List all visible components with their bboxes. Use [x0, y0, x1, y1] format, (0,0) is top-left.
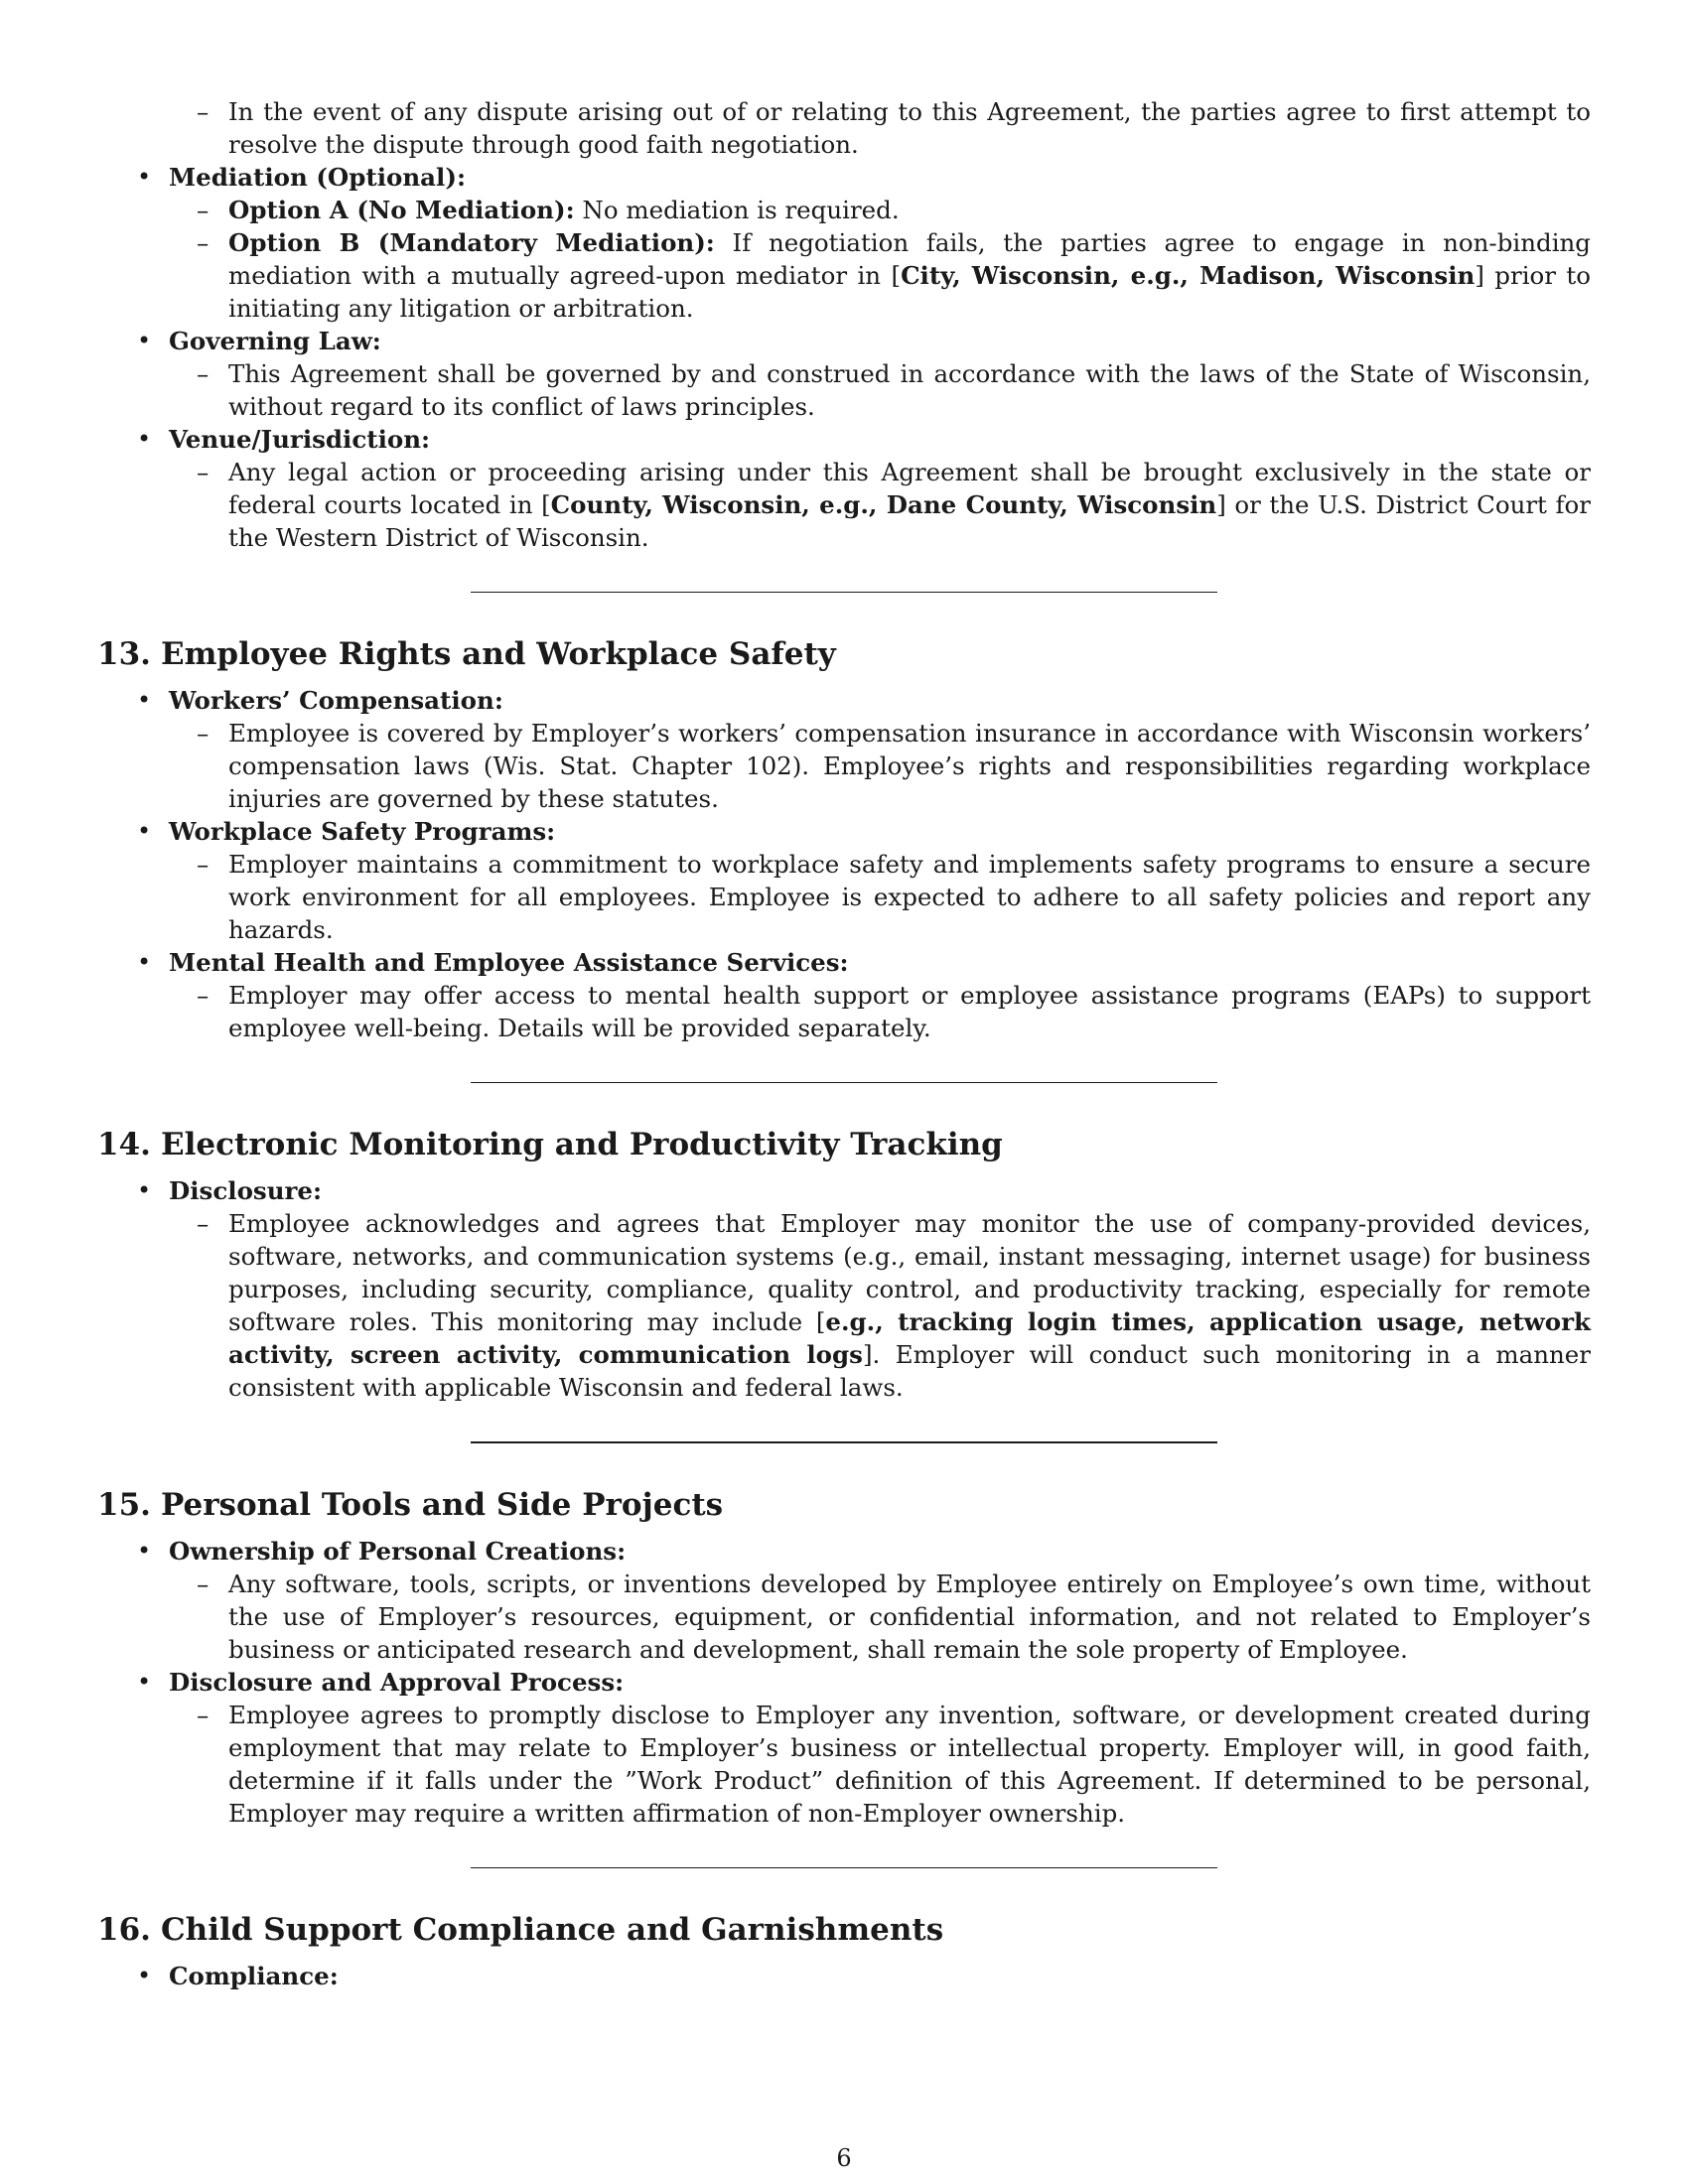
dash-marker: – — [197, 1701, 210, 1729]
dash-marker: – — [197, 359, 210, 388]
section-divider — [471, 592, 1217, 593]
bullet-marker: • — [137, 1962, 152, 1989]
disclosure-item — [97, 1207, 1591, 1404]
disclosure-placeholder: e.g., tracking login times, application usage, network activity, screen activity, communication logs — [228, 1307, 1591, 1369]
venue-placeholder: County, Wisconsin, e.g., Dane County, Wisconsin — [550, 490, 1217, 519]
governing-law-item — [97, 357, 1591, 423]
section-13-title: Employee Rights and Workplace Safety — [161, 636, 836, 672]
section-15-heading — [97, 1485, 1591, 1525]
governing-law-text: This Agreement shall be governed by and construed in accordance with the laws of the State of Wisconsin, without regard to its conflict of laws principles. — [228, 359, 1591, 421]
bullet-marker: • — [137, 327, 152, 354]
page-number: 6 — [836, 2144, 852, 2172]
mediation-bullet — [97, 161, 1591, 194]
venue-item — [97, 456, 1591, 554]
approval-label: Disclosure and Approval Process: — [169, 1668, 625, 1697]
compliance-bullet — [97, 1960, 1591, 1992]
venue-label: Venue/Jurisdiction: — [169, 425, 431, 454]
bullet-marker: • — [137, 948, 152, 976]
section-14-title: Electronic Monitoring and Productivity Tracking — [161, 1127, 1003, 1162]
mental-health-bullet — [97, 946, 1591, 979]
workers-comp-item — [97, 717, 1591, 815]
workers-comp-text: Employee is covered by Employer’s workers’ compensation insurance in accordance with Wisconsin workers’ compensation laws (Wis. Stat. Chapter 102). Employee’s rights and responsibilities regarding workplace injuries are governed by these statutes. — [228, 719, 1591, 813]
approval-bullet — [97, 1666, 1591, 1699]
compliance-label: Compliance: — [169, 1962, 339, 1990]
bullet-marker: • — [137, 1668, 152, 1696]
workers-comp-bullet — [97, 684, 1591, 717]
dash-marker: – — [197, 1209, 210, 1238]
option-b-text: If negotiation fails, the parties agree to engage in non-binding mediation with a mutually agreed-upon mediator in [ — [228, 228, 1591, 290]
option-b-label: Option B (Mandatory Mediation): — [228, 228, 715, 257]
negotiation-item — [97, 95, 1591, 161]
mental-health-item — [97, 979, 1591, 1044]
section-15-title: Personal Tools and Side Projects — [161, 1487, 724, 1523]
governing-law-label: Governing Law: — [169, 327, 381, 355]
dash-marker: – — [197, 1570, 210, 1598]
section-divider — [471, 1867, 1217, 1868]
disclosure-label: Disclosure: — [169, 1176, 323, 1205]
section-15-number: 15. — [97, 1487, 151, 1523]
section-14-number: 14. — [97, 1127, 151, 1162]
dash-marker: – — [197, 196, 210, 224]
governing-law-bullet — [97, 325, 1591, 357]
bullet-marker: • — [137, 1176, 152, 1204]
workers-comp-label: Workers’ Compensation: — [169, 686, 503, 715]
venue-text-end: ] or the U.S. District Court for the Western District of Wisconsin. — [228, 490, 1591, 552]
option-a-text: No mediation is required. — [574, 196, 900, 224]
ownership-label: Ownership of Personal Creations: — [169, 1537, 627, 1566]
dash-marker: – — [197, 719, 210, 748]
ownership-bullet — [97, 1535, 1591, 1568]
approval-text: Employee agrees to promptly disclose to Employer any invention, software, or development created during employment that may relate to Employer’s business or intellectual property. Employer will, in good faith, determine if it falls under the ”Work Product” definition of this Agreement. If determined to be personal, Employer may require a written affirmation of non-Employer ownership. — [228, 1701, 1591, 1828]
bullet-marker: • — [137, 817, 152, 845]
dash-marker: – — [197, 850, 210, 879]
mental-health-text: Employer may offer access to mental health support or employee assistance programs (EAPs) to support employee well-being. Details will be provided separately. — [228, 981, 1591, 1042]
section-divider — [471, 1441, 1217, 1443]
option-b-item — [97, 226, 1591, 325]
mental-health-label: Mental Health and Employee Assistance Services: — [169, 948, 849, 977]
ownership-item — [97, 1568, 1591, 1666]
safety-text: Employer maintains a commitment to workplace safety and implements safety programs to ensure a secure work environment for all employees. Employee is expected to adhere to all safety policies and report any hazards. — [228, 850, 1591, 944]
option-b-text-end: ] prior to initiating any litigation or arbitration. — [228, 261, 1592, 323]
dash-marker: – — [197, 458, 210, 486]
section-14-heading — [97, 1125, 1591, 1164]
disclosure-bullet — [97, 1174, 1591, 1207]
section-16-title: Child Support Compliance and Garnishments — [161, 1912, 944, 1948]
ownership-text: Any software, tools, scripts, or inventions developed by Employee entirely on Employee’s own time, without the use of Employer’s resources, equipment, or confidential information, and not related to Employer’s business or anticipated research and development, shall remain the sole property of Employee. — [228, 1570, 1591, 1664]
section-divider — [471, 1082, 1217, 1083]
approval-item — [97, 1699, 1591, 1830]
document-content — [97, 95, 1591, 1992]
section-13-heading — [97, 634, 1591, 674]
option-a-label: Option A (No Mediation): — [228, 196, 575, 224]
disclosure-text-end: ]. Employer will conduct such monitoring in a manner consistent with applicable Wisconsin and federal laws. — [228, 1340, 1591, 1402]
safety-bullet — [97, 815, 1591, 848]
negotiation-text: In the event of any dispute arising out of or relating to this Agreement, the parties agree to first attempt to resolve the dispute through good faith negotiation. — [228, 97, 1591, 159]
option-b-placeholder: City, Wisconsin, e.g., Madison, Wisconsin — [901, 261, 1476, 290]
section-13-number: 13. — [97, 636, 151, 672]
safety-label: Workplace Safety Programs: — [169, 817, 556, 846]
section-16-heading — [97, 1910, 1591, 1950]
bullet-marker: • — [137, 686, 152, 714]
venue-text: Any legal action or proceeding arising under this Agreement shall be brought exclusively in the state or federal courts located in [ — [228, 458, 1591, 519]
section-16-number: 16. — [97, 1912, 151, 1948]
dash-marker: – — [197, 981, 210, 1010]
dash-marker: – — [197, 97, 210, 126]
bullet-marker: • — [137, 425, 152, 453]
option-a-item — [97, 194, 1591, 226]
safety-item — [97, 848, 1591, 946]
dash-marker: – — [197, 228, 210, 257]
bullet-marker: • — [137, 163, 152, 191]
bullet-marker: • — [137, 1537, 152, 1565]
venue-bullet — [97, 423, 1591, 456]
disclosure-text: Employee acknowledges and agrees that Employer may monitor the use of company-provided devices, software, networks, and communication systems (e.g., email, instant messaging, internet usage) for business purposes, including security, compliance, quality control, and productivity tracking, especially for remote software roles. This monitoring may include [ — [228, 1209, 1591, 1336]
mediation-label: Mediation (Optional): — [169, 163, 466, 192]
